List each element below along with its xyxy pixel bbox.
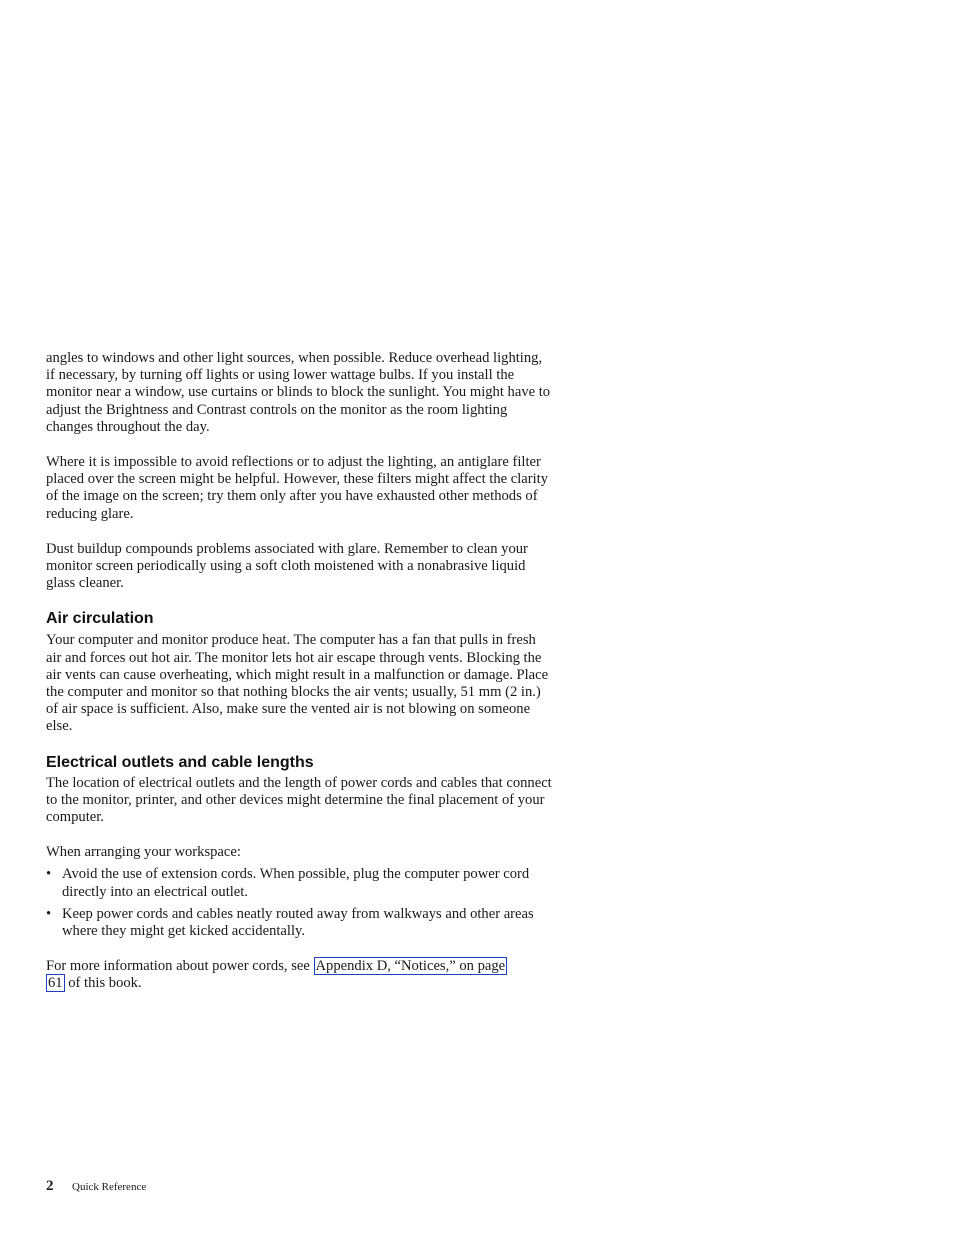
electrical-paragraph-2: When arranging your workspace: <box>46 844 241 861</box>
list-item-text: Avoid the use of extension cords. When possible, plug the computer power cord directly into an electrical outlet. <box>62 866 530 900</box>
page-footer <box>46 1178 146 1195</box>
bullet-icon: • <box>46 866 52 883</box>
bullet-icon: • <box>46 905 52 922</box>
list-item <box>46 906 554 940</box>
page-content <box>46 350 554 993</box>
glare-paragraph-3: Dust buildup compounds problems associated with glare. Remember to clean your monitor screen periodically using a soft cloth moistened with a nonabrasive liquid glass cleaner. <box>46 540 528 592</box>
air-circulation-paragraph: Your computer and monitor produce heat. The computer has a fan that pulls in fresh air and forces out hot air. The monitor lets hot air escape through vents. Blocking the air vents can cause overheating, which might result in a malfunction or damage. Place the computer and monitor so that nothing blocks the air vents; usually, 51 mm (2 in.) of air space is sufficient. Also, make sure the vented air is not blowing on someone else. <box>46 632 549 735</box>
more-info-suffix: of this book. <box>68 975 142 992</box>
air-circulation-heading: Air circulation <box>46 610 154 628</box>
electrical-outlets-heading: Electrical outlets and cable lengths <box>46 753 314 771</box>
glare-paragraph-1: angles to windows and other light sources, when possible. Reduce overhead lighting, if necessary, by turning off lights or using lower wattage bulbs. If you install the monitor near a window, use curtains or blinds to block the sunlight. You might have to adjust the Brightness and Contrast controls on the monitor as the room lighting changes throughout the day. <box>46 350 551 435</box>
glare-paragraph-2: Where it is impossible to avoid reflections or to adjust the lighting, an antiglare filter placed over the screen might be helpful. However, these filters might affect the clarity of the image on the screen; try them only after you have exhausted other methods of reducing glare. <box>46 454 549 522</box>
workspace-bullet-list <box>46 866 554 940</box>
page-61-link[interactable]: 61 <box>48 975 63 992</box>
more-info-paragraph <box>46 958 554 992</box>
list-item-text: Keep power cords and cables neatly routed away from walkways and other areas where they might get kicked accidentally. <box>62 905 534 940</box>
electrical-paragraph-1: The location of electrical outlets and the length of power cords and cables that connect to the monitor, printer, and other devices might determine the final placement of your computer. <box>46 774 552 826</box>
footer-title: Quick Reference <box>72 1181 147 1193</box>
more-info-prefix: For more information about power cords, see <box>46 958 310 975</box>
page-number: 2 <box>46 1178 54 1194</box>
list-item <box>46 866 554 900</box>
appendix-d-link[interactable]: Appendix D, “Notices,” on page <box>315 958 506 975</box>
